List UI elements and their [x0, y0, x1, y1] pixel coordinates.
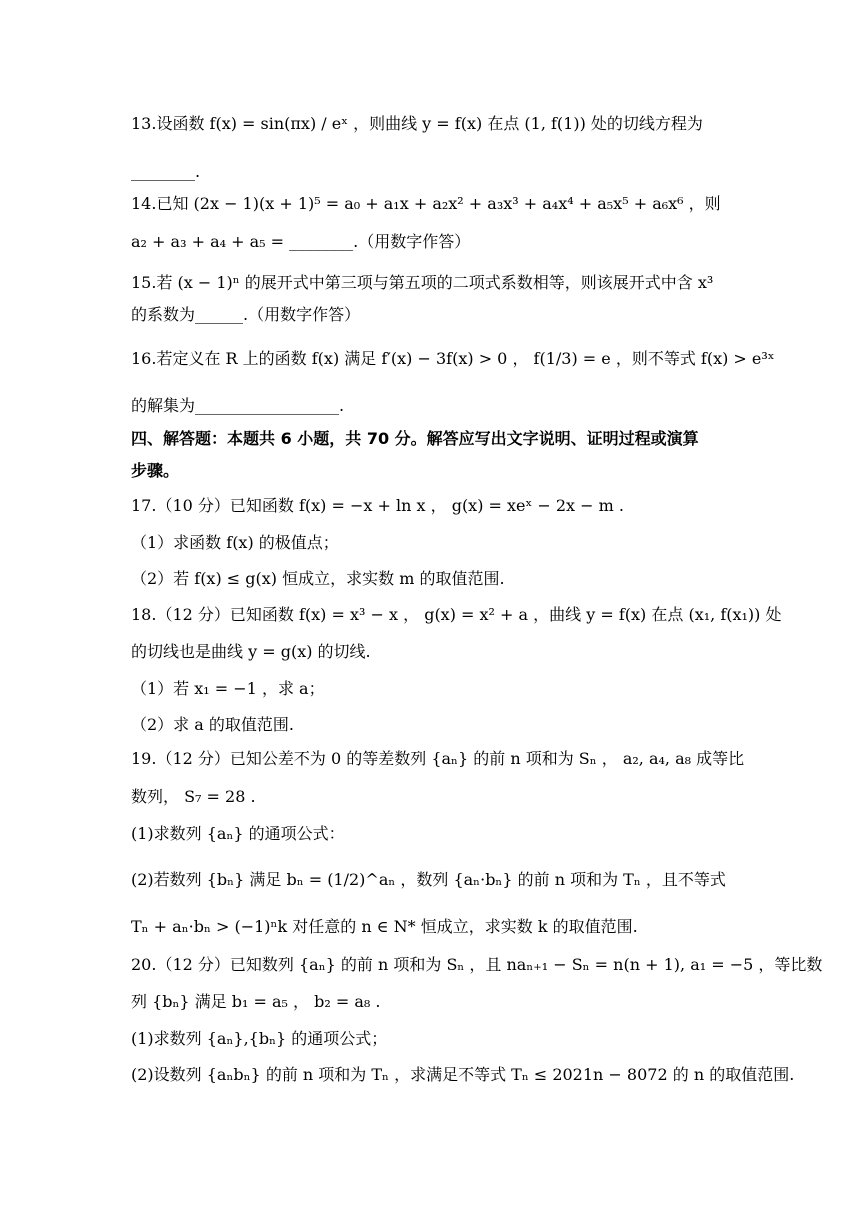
q19-part-2-line-2: Tₙ + aₙ·bₙ > (−1)ⁿk 对任意的 n ∈ N* 恒成立，求实数 k 的取值范围.: [131, 917, 638, 936]
q13-answer-blank: ________.: [131, 162, 201, 181]
section-heading-line-2: 步骤。: [131, 461, 180, 480]
q19-part-2-line-1: (2)若数列 {bₙ} 满足 bₙ = (1/2)^aₙ ，数列 {aₙ·bₙ} 的前 n 项和为 Tₙ ，且不等式: [131, 870, 726, 889]
q14-line-2: a₂ + a₃ + a₄ + a₅ = ________.（用数字作答）: [131, 232, 471, 251]
q17-part-2: （2）若 f(x) ≤ g(x) 恒成立，求实数 m 的取值范围.: [131, 569, 505, 588]
q18-stem-line-2: 的切线也是曲线 y = g(x) 的切线.: [131, 642, 371, 661]
q17-part-1: （1）求函数 f(x) 的极值点；: [131, 533, 339, 552]
q17-stem: 17.（10 分）已知函数 f(x) = −x + ln x ， g(x) = xeˣ − 2x − m .: [131, 496, 625, 515]
q15-line-2: 的系数为______.（用数字作答）: [131, 305, 361, 324]
q20-part-1: (1)求数列 {aₙ},{bₙ} 的通项公式；: [131, 1029, 388, 1048]
q18-stem-line-1: 18.（12 分）已知函数 f(x) = x³ − x ， g(x) = x² + a ，曲线 y = f(x) 在点 (x₁, f(x₁)) 处: [131, 605, 782, 624]
q19-stem-line-2: 数列， S₇ = 28 .: [131, 787, 256, 806]
q15-line-1: 15.若 (x − 1)ⁿ 的展开式中第三项与第五项的二项式系数相等，则该展开式中含 x³: [131, 273, 714, 292]
section-heading-line-1: 四、解答题：本题共 6 小题，共 70 分。解答应写出文字说明、证明过程或演算: [131, 429, 699, 448]
q19-stem-line-1: 19.（12 分）已知公差不为 0 的等差数列 {aₙ} 的前 n 项和为 Sₙ ， a₂, a₄, a₈ 成等比: [131, 749, 745, 768]
q18-part-2: （2）求 a 的取值范围.: [131, 715, 294, 734]
q13-line-1: 13.设函数 f(x) = sin(πx) / eˣ ，则曲线 y = f(x) 在点 (1, f(1)) 处的切线方程为: [131, 114, 703, 133]
q20-stem-line-2: 列 {bₙ} 满足 b₁ = a₅ ， b₂ = a₈ .: [131, 992, 381, 1011]
q20-part-2: (2)设数列 {aₙbₙ} 的前 n 项和为 Tₙ ，求满足不等式 Tₙ ≤ 2021n − 8072 的 n 的取值范围.: [131, 1065, 795, 1084]
q20-stem-line-1: 20.（12 分）已知数列 {aₙ} 的前 n 项和为 Sₙ ，且 naₙ₊₁ − Sₙ = n(n + 1), a₁ = −5 ，等比数: [131, 955, 823, 974]
q18-part-1: （1）若 x₁ = −1 ，求 a；: [131, 679, 325, 698]
q16-line-1: 16.若定义在 R 上的函数 f(x) 满足 f′(x) − 3f(x) > 0 ， f(1/3) = e ，则不等式 f(x) > e³ˣ: [131, 349, 775, 368]
q16-line-2: 的解集为__________________.: [131, 396, 345, 415]
q19-part-1: (1)求数列 {aₙ} 的通项公式：: [131, 824, 345, 843]
q14-line-1: 14.已知 (2x − 1)(x + 1)⁵ = a₀ + a₁x + a₂x² + a₃x³ + a₄x⁴ + a₅x⁵ + a₆x⁶ ，则: [131, 194, 721, 213]
